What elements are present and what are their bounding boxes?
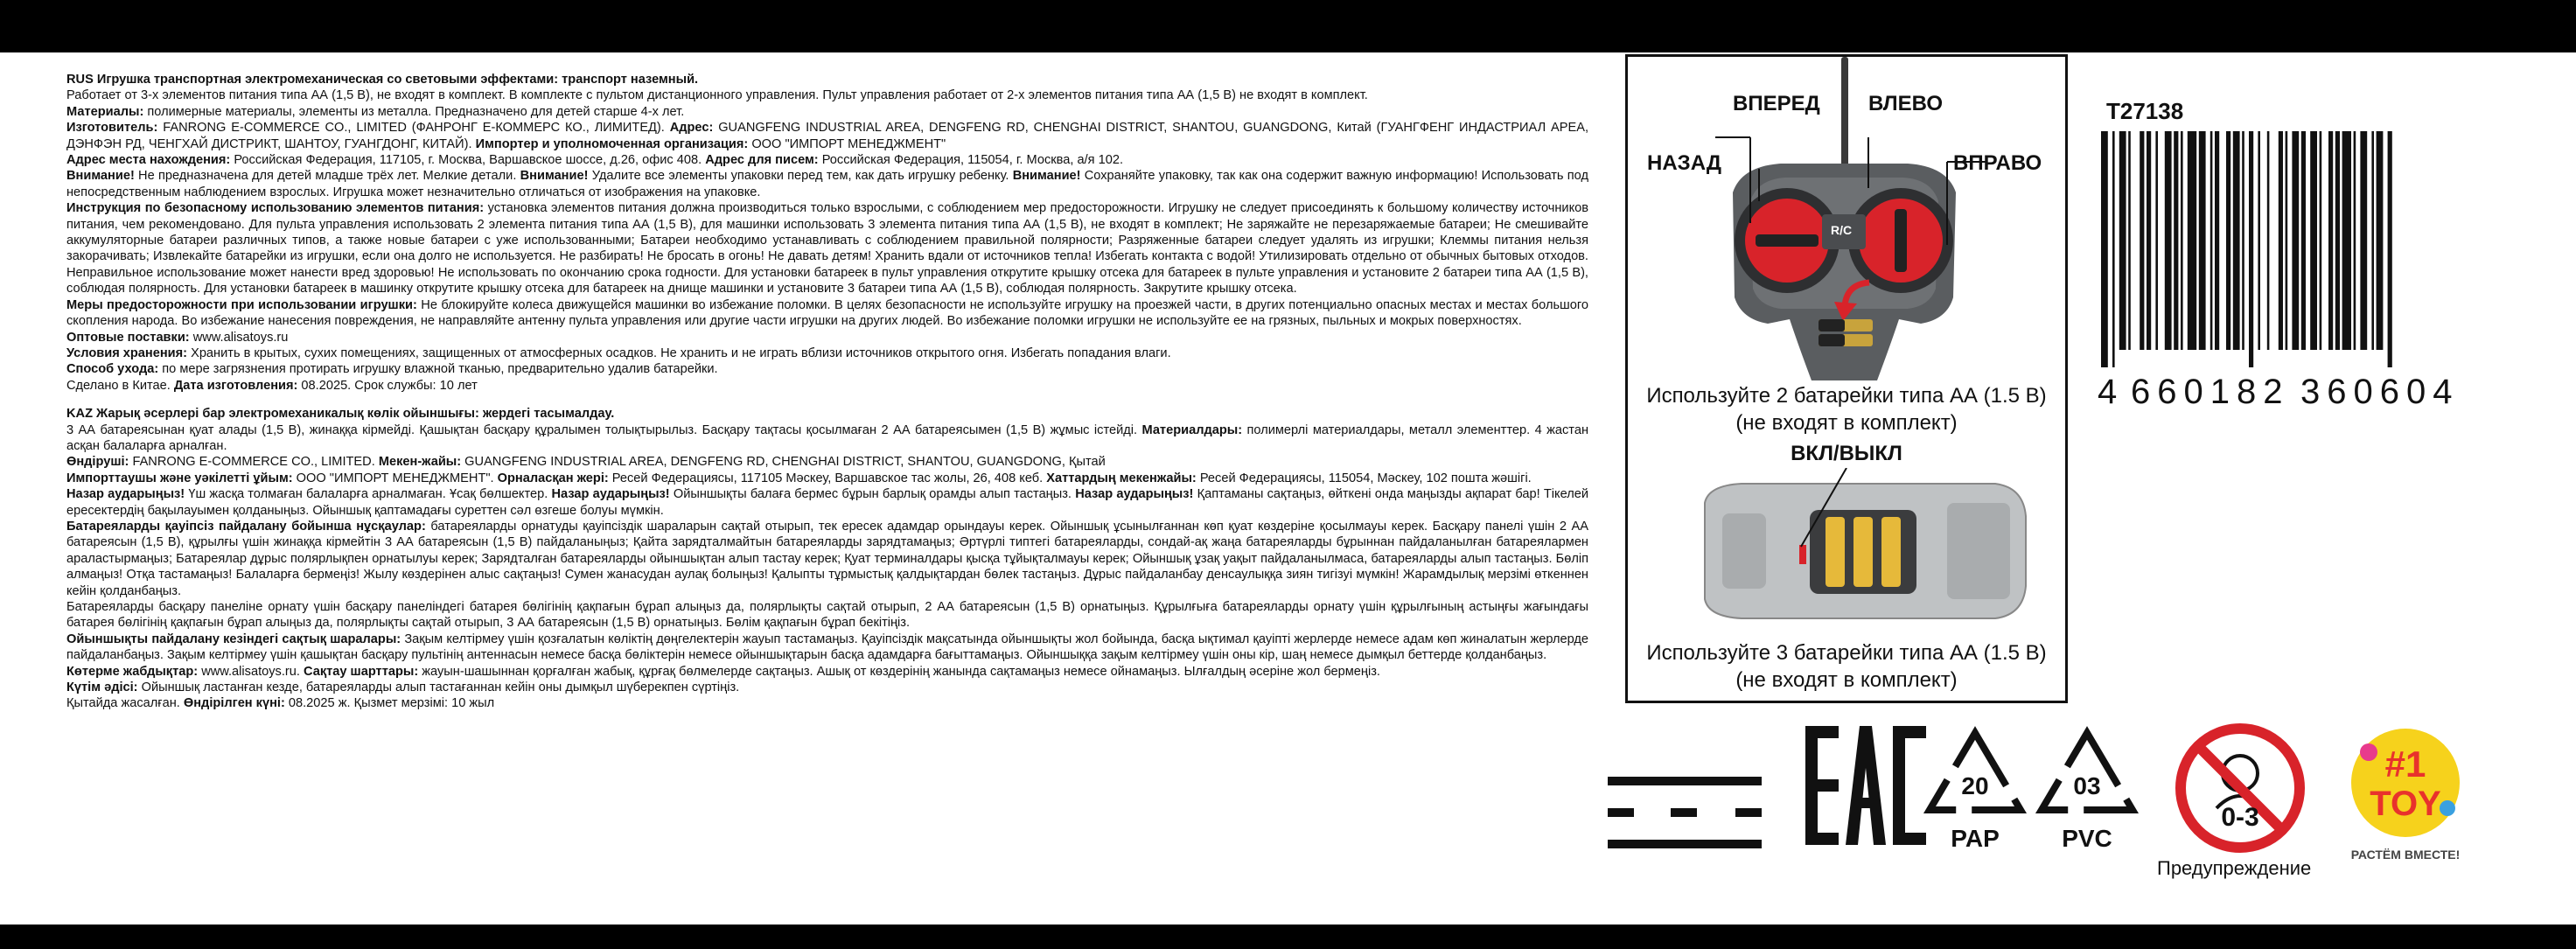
recycle-pap-code: 20 — [1961, 772, 1989, 799]
body-text: Российская Федерация, 117105, г. Москва, Варшавское шоссе, д.26, офис 408. — [230, 153, 706, 168]
brand-slogan: РАСТЁМ ВМЕСТЕ! — [2350, 848, 2461, 862]
bold-text: Назар аударыңыз! — [551, 487, 670, 502]
barcode-bar — [2215, 131, 2219, 350]
rus-paragraph — [66, 104, 1588, 120]
rus-paragraph — [66, 297, 1588, 330]
barcode-bar — [2310, 131, 2317, 350]
kaz-paragraph — [66, 599, 1588, 632]
body-text: ООО "ИМПОРТ МЕНЕДЖМЕНТ" — [748, 136, 946, 151]
body-text: установка элементов питания должна производиться только взрослыми, с соблюдением мер предосторожности. Игрушку не следует присоединять к большому количеству источников питания, чем рекомендовано. Для пульта управления использовать 2 элемента питания типа АА (1,5 В), для машинки использовать 3 элемента питания типа АА (1,5 В), не входят в комплект; Не заряжайте не перезаряжаемые батареи; Не смешивайте аккумуляторные батареи различных типов, а также новые батареи с уже использованными; Батареи необходимо устанавливать с соблюдением правильной полярности; Разряженные батареи следует удалять из игрушки; Клеммы питания нельзя закорачивать; Извлекайте батарейки из игрушки, если она долго не используется. Не разбирать! Не бросать в огонь! Не давать детям! Хранить вдали от источников тепла! Избегать контакта с водой! Утилизировать отдельно от обычных бытовых отходов. Неправильное использование может нанести вред здоровью! Не использовать по окончанию срока годности. Для установки батареек в пульт управления открутите крышку отсека для батареек в пульте управления и установите 2 батареи типа АА (1,5 В), соблюдая полярность. Для установки батареек в машинку открутите крышку отсека для батареек на днище машинки и установите 3 батареи типа АА (1,5 В), соблюдая полярность. Закрутите крышку отсека. — [66, 201, 1588, 297]
kaz-paragraph — [66, 519, 1588, 599]
bold-text: Хаттардың мекенжайы: — [1046, 471, 1197, 485]
brand-logo — [2335, 717, 2475, 866]
brand-name: TOY — [2370, 785, 2441, 823]
recycle-pap-icon — [1923, 726, 2028, 857]
bold-text: Батареяларды қауіпсіз пайдалану бойынша нұсқаулар: — [66, 519, 426, 534]
text-column — [66, 72, 1588, 712]
bold-text: Өндіруші: — [66, 455, 129, 470]
barcode — [2096, 131, 2481, 367]
bold-text: Дата изготовления: — [173, 378, 298, 393]
body-text: Хранить в крытых, сухих помещениях, защищенных от атмосферных осадков. Не хранить и не играть вблизи источников открытого огня. Избегать попадания влаги. — [187, 345, 1171, 360]
rus-section — [66, 72, 1588, 394]
rus-paragraph — [66, 200, 1588, 297]
barcode-bar — [2360, 131, 2367, 350]
brand-number: #1 — [2384, 743, 2426, 785]
barcode-bar — [2119, 131, 2126, 350]
barcode-group1: 660182 — [2131, 373, 2290, 411]
kaz-paragraph — [66, 406, 1588, 422]
bold-text: Көтерме жабдықтар: — [66, 664, 199, 679]
barcode-bar — [2286, 131, 2288, 350]
barcode-bar — [2155, 131, 2158, 350]
kaz-paragraph — [66, 486, 1588, 519]
barcode-bar — [2354, 131, 2356, 350]
barcode-bar — [2165, 131, 2172, 350]
body-text: полимерлі материалдары, металл элементтер. 4 жастан асқан балаларға арналған. — [66, 422, 1588, 453]
bold-text: Импорттаушы және уәкілетті ұйым: — [66, 471, 293, 485]
bold-text: Внимание! — [520, 169, 589, 184]
age-text: 0-3 — [2221, 803, 2259, 832]
body-text: FANRONG E-COMMERCE CO., LIMITED (ФАНРОНГ Е-КОММЕРС КО., ЛИМИТЕД). — [157, 121, 670, 136]
body-text: Батареяларды басқару панеліне орнату үшін басқару панеліндегі батарея бөлігінің қақпағын бұрап алыңыз да, полярлықты сақтай отырып, 2 АА батареясын (1,5 В) орнатыңыз. Құрылғыға батареяларды орнату үшін құрылғының астыңғы жағындағы батарея бөлігінің қақпағын бұрап алыңыз да, полярлықты сақтай отырып, 3 АА батареясын (1,5 В) орнатыңыз. Бөлім қақпағын бұрап бекітіңіз. — [66, 600, 1588, 631]
body-text: 08.2025 ж. Қызмет мерзімі: 10 жыл — [284, 696, 495, 711]
right-label: ВПРАВО — [1953, 151, 2042, 175]
body-text: Қаптаманы сақтаңыз, өйткені онда маңызды ақпарат бар! Тікелей ересектердің бақылауымен қолданыңыз. Ойыншық қаптамадағы суреттен сәл өзгеше болуы мүмкін. — [66, 487, 1588, 518]
barcode-bar — [2112, 131, 2115, 367]
barcode-bar — [2242, 131, 2244, 350]
barcode-bar — [2140, 131, 2144, 350]
barcode-bar — [2377, 131, 2384, 350]
bold-text: Внимание! — [1012, 169, 1081, 184]
body-text: Удалите все элементы упаковки перед тем, как дать игрушку ребенку. — [588, 169, 1013, 184]
barcode-bar — [2249, 131, 2253, 367]
bold-text: RUS Игрушка транспортная электромеханическая со световыми эффектами: транспорт наземный. — [66, 73, 699, 87]
rus-paragraph — [66, 361, 1588, 377]
body-text: Ойыншықты балаға бермес бұрын барлық орамды алып тастаңыз. — [669, 487, 1076, 502]
instruction-box — [1625, 54, 2068, 703]
barcode-group2: 360604 — [2300, 373, 2460, 411]
recycle-pvc-label: PVC — [2062, 825, 2112, 852]
body-text: 3 АА батареясынан қуат алады (1,5 В), жинаққа кірмейді. Қашықтан басқару құралымен толықтырылыз. Басқару тақтасы қосылмаған 2 АА батареясымен (1,5 В) жұмыс істейді. — [66, 422, 1142, 437]
barcode-bar — [2328, 131, 2333, 350]
kaz-section — [66, 406, 1588, 712]
body-text: Үш жасқа толмаған балаларға арналмаған. Ұсақ бөлшектер. — [185, 487, 552, 502]
barcode-first-digit: 4 — [2098, 373, 2118, 411]
bold-text: Адрес для писем: — [705, 153, 819, 168]
power-switch-label: ВКЛ/ВЫКЛ — [1791, 442, 1902, 465]
car-battery-line2: (не входят в комплект) — [1735, 668, 1958, 692]
car-battery-line1: Используйте 3 батарейки типа АА (1.5 В) — [1646, 641, 2047, 665]
eac-mark — [1805, 726, 1928, 845]
rc-label: R/C — [1831, 223, 1853, 237]
bold-text: Мекен-жайы: — [378, 455, 462, 470]
recycle-pvc-code: 03 — [2073, 772, 2101, 799]
bold-text: Условия хранения: — [66, 345, 188, 360]
rus-paragraph — [66, 345, 1588, 361]
car-bottom-illustration — [1628, 468, 2065, 634]
bold-text: Внимание! — [66, 169, 135, 184]
bold-text: Оптовые поставки: — [66, 330, 190, 345]
left-label: ВЛЕВО — [1868, 92, 1943, 115]
bold-text: Назар аударыңыз! — [1075, 487, 1194, 502]
body-text: www.alisatoys.ru — [189, 330, 289, 345]
kaz-paragraph — [66, 680, 1588, 695]
bold-text: Инструкция по безопасному использованию элементов питания: — [66, 201, 485, 216]
rus-paragraph — [66, 72, 1588, 87]
barcode-bar — [2292, 131, 2299, 350]
bold-text: Орналасқан жері: — [497, 471, 609, 485]
body-text: Работает от 3-х элементов питания типа АА (1,5 В), не входят в комплект. В комплекте с пультом дистанционного управления. Пульт управления работает от 2-х элементов питания типа АА (1,5 В) не входят в комплект. — [66, 88, 1368, 103]
bold-text: Меры предосторожности при использовании игрушки: — [66, 297, 417, 312]
top-border — [0, 0, 2576, 52]
rus-paragraph — [66, 87, 1588, 103]
forward-label: ВПЕРЕД — [1733, 92, 1820, 115]
remote-battery-line1: Используйте 2 батарейки типа АА (1.5 В) — [1646, 384, 2047, 408]
bold-text: Адрес места нахождения: — [66, 153, 231, 168]
body-text: полимерные материалы, элементы из металла. Предназначено для детей старше 4-х лет. — [143, 104, 685, 119]
body-text: Ресей Федерациясы, 117105 Мәскеу, Варшавское тас жолы, 26, 408 кеб. — [608, 471, 1047, 485]
body-text: Сделано в Китае. — [66, 378, 174, 393]
car-battery-text — [1628, 639, 2065, 694]
barcode-bar — [2128, 131, 2131, 350]
body-text: Не блокируйте колеса движущейся машинки во избежание поломки. В целях безопасности не используйте игрушку на проезжей части, в других потенциально опасных местах и местах большого скопления народа. Во избежание нанесения повреждения, не направляйте антенну пульта управления или другие части игрушки на других людей. Во избежание поломки игрушки не используйте ее на грязных, пыльных и мокрых поверхностях. — [66, 297, 1589, 329]
kaz-paragraph — [66, 664, 1588, 680]
bold-text: Способ ухода: — [66, 362, 159, 377]
body-text: Сохраняйте упаковку, так как она содержит важную информацию! Использовать под непосредственным наблюдением взрослых. Игрушка может незначительно отличаться от изображения на упаковке. — [66, 169, 1588, 199]
body-text: батареяларды орнатуды қауіпсіздік шараларын сақтай отырып, тек ересек адамдар орындауы керек. Ойыншық ұсынылғаннан көп қуат көздеріне қосылмауы керек. Басқару панелі үшін 2 АА батареясын (1,5 В), құрылғы үшін жинаққа кірмейтін 3 АА батареясын (1,5 В) пайдаланыңыз; Қайта зарядталмайтын батареяларды зарядтамаңыз; Әртүрлі типтегі батареяларды, сондай-ақ жаңа батареяларды бұрыннан пайдаланылған батареялармен араластырмаңыз; Батареялар дұрыс полярлықпен орнатылуы керек; Зарядталған батареяларды ойыншықтан алып тастау керек; Қуат терминалдары қысқа тұйықталмауы керек; Ойыншық ұзақ уақыт пайдаланылмаса, батареяларды алып тастаңыз. Бөліп алмаңыз! Отқа тастамаңыз! Балаларға бермеңіз! Жылу көздерінен алыс сақтаңыз! Сумен жанасудан аулақ болыңыз! Қалыпты тұрмыстық қалдықтардан бөлек тастаңыз. Дұрыс пайдаланбау денсаулыққа зиян тигізуі мүмкін! Жарамдылық мерзімі өткеннен кейін қолданбаңыз. — [66, 519, 1588, 598]
barcode-bar — [2181, 131, 2183, 350]
kaz-paragraph — [66, 422, 1588, 455]
bold-text: Материалы: — [66, 104, 144, 119]
recycle-pap-label: PAP — [1951, 825, 2000, 852]
bottom-border — [0, 925, 2576, 949]
barcode-bar — [2258, 131, 2260, 350]
kaz-paragraph — [66, 632, 1588, 664]
kaz-paragraph — [66, 471, 1588, 486]
body-text: ООО "ИМПОРТ МЕНЕДЖМЕНТ". — [292, 471, 498, 485]
body-text: Ресей Федерациясы, 115054, Мәскеу, 102 пошта жәшігі. — [1196, 471, 1532, 485]
body-text: GUANGFENG INDUSTRIAL AREA, DENGFENG RD, CHENGHAI DISTRICT, SHANTOU, GUANGDONG, Қытай — [461, 455, 1106, 470]
body-text: 08.2025. Срок службы: 10 лет — [297, 378, 478, 393]
bold-text: Материалдары: — [1141, 422, 1243, 437]
barcode-bar — [2371, 131, 2374, 350]
barcode-bar — [2174, 131, 2178, 350]
bold-text: Импортер и уполномоченная организация: — [475, 136, 749, 151]
warning-label: Предупреждение — [2157, 857, 2312, 879]
barcode-bar — [2226, 131, 2230, 350]
body-text: по мере загрязнения протирать игрушку влажной тканью, предварительно удалив батарейки. — [158, 362, 718, 377]
body-text: Не предназначена для детей младше трёх лет. Мелкие детали. — [134, 169, 520, 184]
barcode-bar — [2147, 131, 2151, 350]
body-text: FANRONG E-COMMERCE CO., LIMITED. — [129, 455, 379, 470]
barcode-bar — [2101, 131, 2108, 367]
barcode-bar — [2199, 131, 2206, 350]
remote-battery-line2: (не входят в комплект) — [1735, 411, 1958, 435]
barcode-bar — [2320, 131, 2322, 350]
barcode-bar — [2342, 131, 2351, 350]
rus-paragraph — [66, 330, 1588, 345]
barcode-bar — [2388, 131, 2392, 367]
body-text: Российская Федерация, 115054, г. Москва, а/я 102. — [818, 153, 1124, 168]
body-text: жауын-шашыннан қорғалған жабық, құрғақ бөлмелерде сақтаңыз. Ашық от көздерінің жанында сақтамаңыз немесе ойнамаңыз. Ылғалдың әсеріне жол бермеңіз. — [418, 664, 1380, 679]
age-warning-icon — [2175, 722, 2306, 854]
rus-paragraph — [66, 120, 1588, 152]
back-label: НАЗАД — [1647, 151, 1722, 175]
barcode-bar — [2335, 131, 2340, 350]
bold-text: Адрес: — [669, 121, 714, 136]
body-text: Қытайда жасалған. — [66, 696, 184, 711]
bold-text: Өндірілген күні: — [183, 696, 285, 711]
bold-text: KAZ Жарық әсерлері бар электромеханикалық көлік ойыншығы: жердегі тасымалдау. — [66, 407, 615, 422]
kaz-paragraph — [66, 695, 1588, 711]
bold-text: Назар аударыңыз! — [66, 487, 185, 502]
barcode-bar — [2279, 131, 2283, 350]
remote-battery-text — [1628, 382, 2065, 436]
article-number: T27138 — [2106, 98, 2184, 124]
barcode-bar — [2267, 131, 2270, 350]
bold-text: Ойыншықты пайдалану кезіндегі сақтық шаралары: — [66, 632, 401, 646]
rus-paragraph — [66, 168, 1588, 200]
dashed-lines-mark — [1608, 777, 1765, 855]
bold-text: Сақтау шарттары: — [303, 664, 419, 679]
body-text: Зақым келтірмеу үшін қозғалатын көліктің дөңгелектерін жауып тастамаңыз. Қауіпсіздік мақсатында ойыншықты жол бойында, басқа ықтимал қауіпті жерлерде немесе адам көп жиналатын жерлерде пайдаланбаңыз. Зақым келтірмеу үшін қашықтан басқару пультінің антеннасын немесе басқа бөліктерін немесе ойыншықтарын басқа адамдарға бағыттамаңыз. Ойыншыққа зақым келтірмеу үшін оны кір, шаң немесе дымқыл беттерде қолданбаңыз. — [66, 632, 1588, 663]
barcode-bar — [2233, 131, 2240, 350]
body-text: GUANGFENG INDUSTRIAL AREA, DENGFENG RD, CHENGHAI DISTRICT, SHANTOU, GUANGDONG, Китай (ГУАНГФЕНГ ИНДАСТРИАЛ АРЕА, ДЭНФЭН РД, ЧЕНГХАЙ ДИСТРИКТ, ШАНТОУ, ГУАНГДОНГ, КИТАЙ). — [66, 121, 1588, 151]
rus-paragraph — [66, 152, 1588, 168]
barcode-bar — [2188, 131, 2196, 350]
bold-text: Күтім әдісі: — [66, 680, 138, 695]
barcode-bar — [2210, 131, 2213, 350]
kaz-paragraph — [66, 454, 1588, 470]
body-text: Ойыншық ластанған кезде, батареяларды алып тастағаннан кейін оны дымқыл шүберекпен сүртіңіз. — [137, 680, 740, 695]
rus-paragraph — [66, 378, 1588, 394]
recycle-pvc-icon — [2035, 726, 2140, 857]
barcode-bar — [2301, 131, 2306, 350]
body-text: www.alisatoys.ru. — [198, 664, 304, 679]
bold-text: Изготовитель: — [66, 121, 158, 136]
